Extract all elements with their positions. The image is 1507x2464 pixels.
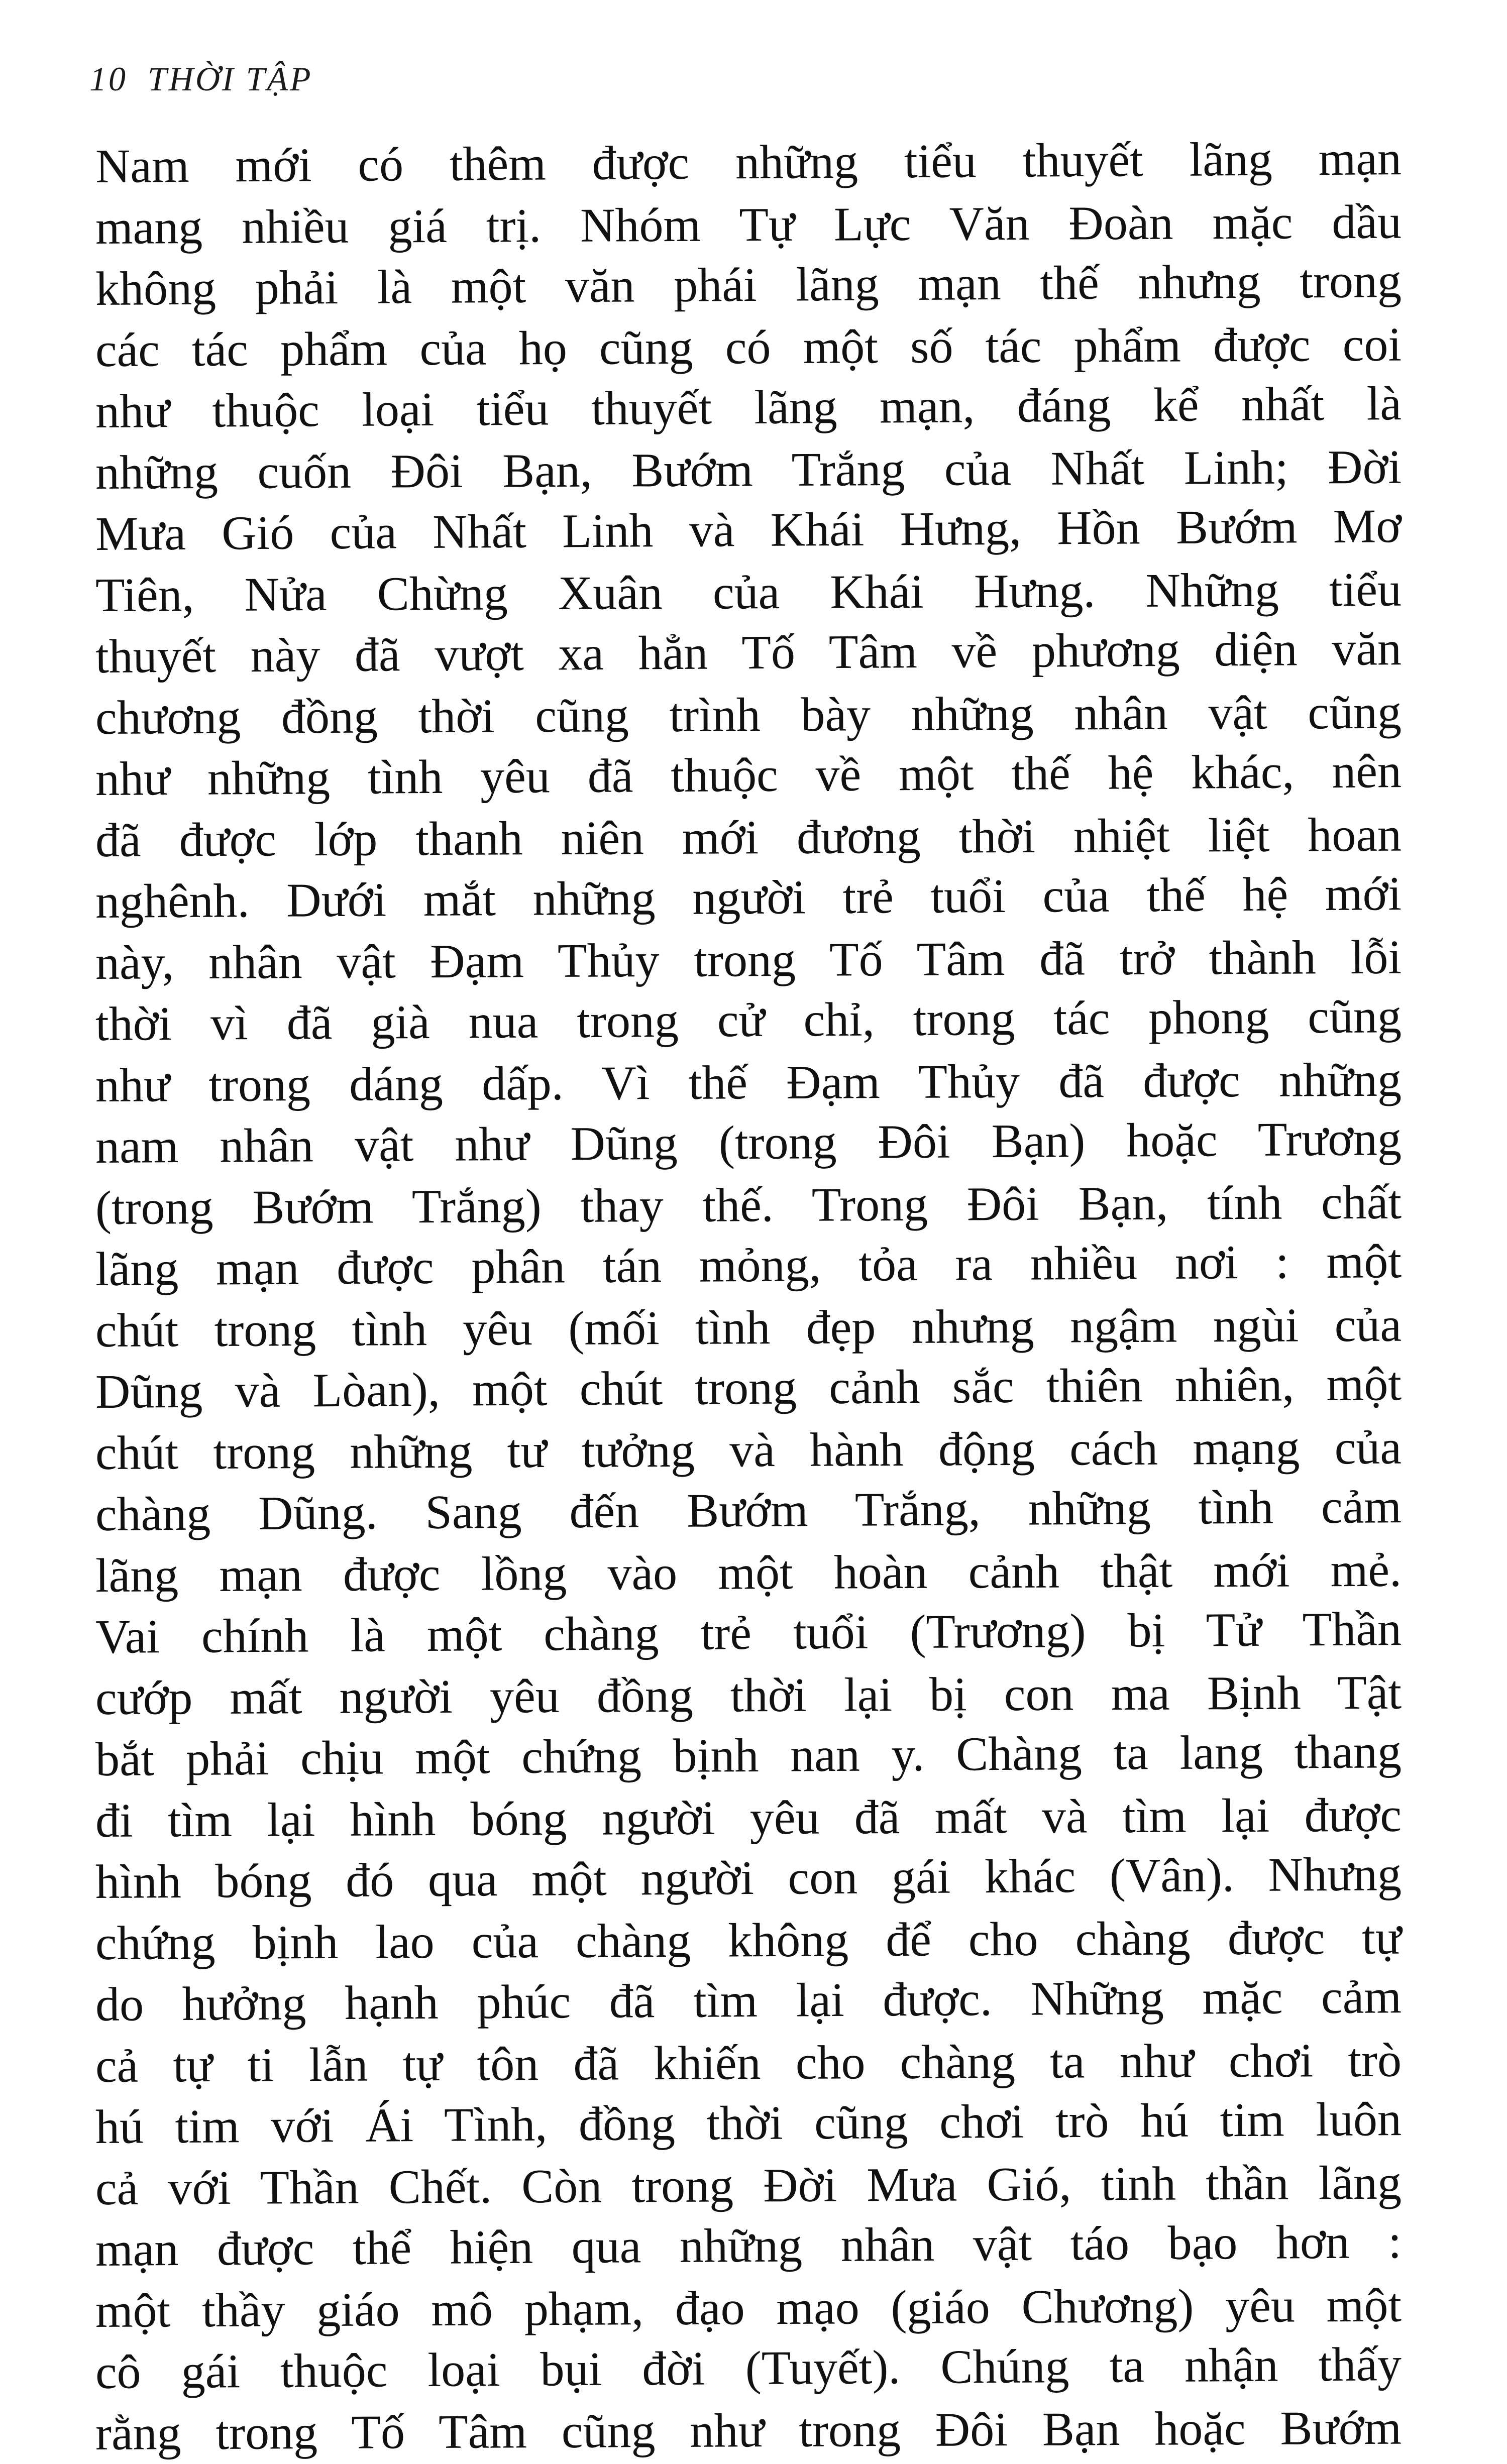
- text-line: cô gái thuộc loại bụi đời (Tuyết). Chúng ta nhận thấy: [95, 2337, 1402, 2399]
- text-line: Mưa Gió của Nhất Linh và Khái Hưng, Hồn Bướm Mơ: [95, 499, 1402, 561]
- text-line: chàng Dũng. Sang đến Bướm Trắng, những tình cảm: [95, 1479, 1402, 1541]
- page-number: 10: [89, 60, 128, 98]
- text-line: rằng trong Tố Tâm cũng như trong Đôi Bạn hoặc Bướm: [95, 2400, 1402, 2460]
- text-line: các tác phẩm của họ cũng có một số tác phẩm được coi: [95, 317, 1402, 377]
- text-line: bắt phải chịu một chứng bịnh nan y. Chàng ta lang thang: [95, 1724, 1402, 1786]
- text-line: Dũng và Lòan), một chút trong cảnh sắc thiên nhiên, một: [95, 1357, 1402, 1418]
- text-line: chứng bịnh lao của chàng không để cho chàng được tự: [95, 1910, 1402, 1970]
- text-line: không phải là một văn phái lãng mạn thế nhưng trong: [95, 254, 1402, 315]
- text-line: đi tìm lại hình bóng người yêu đã mất và tìm lại được: [95, 1787, 1402, 1847]
- text-line: hú tim với Ái Tình, đồng thời cũng chơi trò hú tim luôn: [95, 2092, 1402, 2154]
- text-line: nghênh. Dưới mắt những người trẻ tuổi của thế hệ mới: [95, 866, 1402, 928]
- text-line: nam nhân vật như Dũng (trong Đôi Bạn) hoặc Trương: [95, 1111, 1402, 1173]
- text-line: đã được lớp thanh niên mới đương thời nhiệt liệt hoan: [95, 807, 1402, 867]
- text-line: Tiên, Nửa Chừng Xuân của Khái Hưng. Những tiểu: [95, 562, 1402, 622]
- text-line: (trong Bướm Trắng) thay thế. Trong Đôi Bạn, tính chất: [95, 1175, 1402, 1235]
- text-line: thời vì đã già nua trong cử chỉ, trong tác phong cũng: [95, 989, 1402, 1051]
- text-line: thuyết này đã vượt xa hẳn Tố Tâm về phương diện văn: [95, 621, 1402, 683]
- running-head: [89, 59, 313, 99]
- text-line: như những tình yêu đã thuộc về một thế hệ khác, nên: [95, 744, 1402, 806]
- text-line: do hưởng hạnh phúc đã tìm lại được. Những mặc cảm: [95, 1969, 1402, 2031]
- text-line: như thuộc loại tiểu thuyết lãng mạn, đáng kể nhất là: [95, 376, 1402, 438]
- text-line: chương đồng thời cũng trình bày những nhân vật cũng: [95, 685, 1402, 744]
- text-line: như trong dáng dấp. Vì thế Đạm Thủy đã được những: [95, 1052, 1402, 1112]
- running-title: THỜI TẬP: [148, 60, 313, 98]
- text-line: Nam mới có thêm được những tiểu thuyết lãng mạn: [95, 131, 1402, 193]
- text-line: lãng mạn được phân tán mỏng, tỏa ra nhiều nơi : một: [95, 1234, 1402, 1296]
- text-line: một thầy giáo mô phạm, đạo mạo (giáo Chương) yêu một: [95, 2278, 1402, 2337]
- text-line: lãng mạn được lồng vào một hoàn cảnh thật mới mẻ.: [95, 1542, 1402, 1602]
- text-line: Vai chính là một chàng trẻ tuổi (Trương) bị Tử Thần: [95, 1602, 1402, 1663]
- text-line: những cuốn Đôi Bạn, Bướm Trắng của Nhất Linh; Đời: [95, 439, 1402, 499]
- text-line: này, nhân vật Đạm Thủy trong Tố Tâm đã trở thành lỗi: [95, 930, 1402, 989]
- text-line: chút trong tình yêu (mối tình đẹp nhưng ngậm ngùi của: [95, 1297, 1402, 1357]
- body-text: [95, 131, 1402, 2464]
- text-line: hình bóng đó qua một người con gái khác (Vân). Nhưng: [95, 1847, 1402, 1909]
- text-line: cả tự ti lẫn tự tôn đã khiến cho chàng ta như chơi trò: [95, 2033, 1402, 2092]
- text-line: cướp mất người yêu đồng thời lại bị con ma Bịnh Tật: [95, 1665, 1402, 1725]
- text-line: mang nhiều giá trị. Nhóm Tự Lực Văn Đoàn mặc dầu: [95, 194, 1402, 254]
- text-line: chút trong những tư tưởng và hành động cách mạng của: [95, 1420, 1402, 1480]
- text-line: cả với Thần Chết. Còn trong Đời Mưa Gió, tinh thần lãng: [95, 2155, 1402, 2215]
- text-line: mạn được thể hiện qua những nhân vật táo bạo hơn :: [95, 2214, 1402, 2276]
